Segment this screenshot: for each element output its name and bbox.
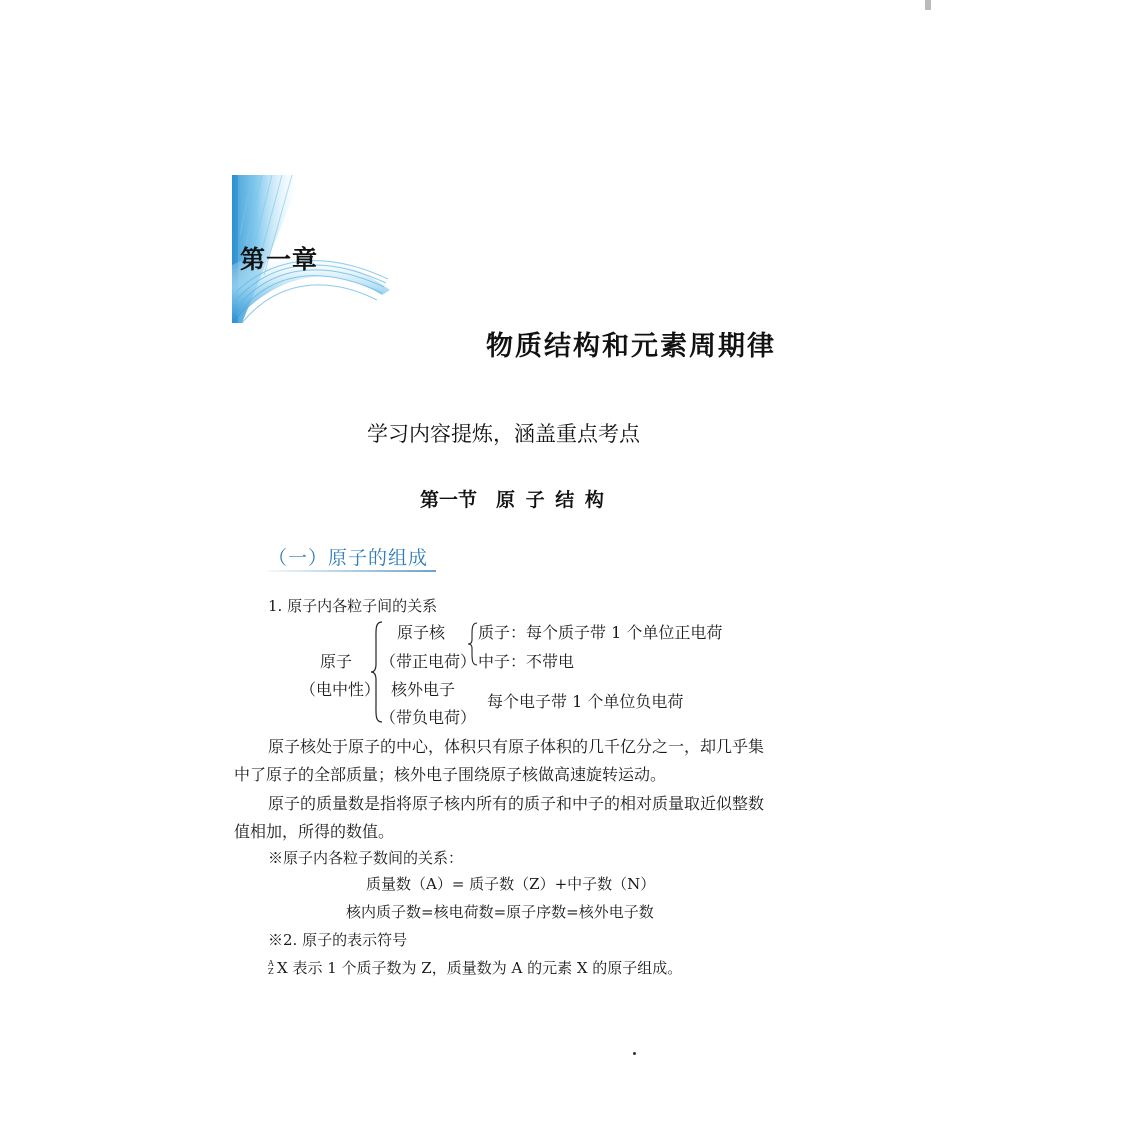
scan-speck	[633, 1052, 636, 1055]
nuclide-mass-superscript: A	[268, 959, 274, 968]
scan-mark	[925, 0, 931, 10]
diagram-atom-note: （电中性）	[300, 680, 381, 699]
section-subtitle: 学习内容提炼，涵盖重点考点	[367, 422, 640, 446]
formula-mass-number: 质量数（A）= 质子数（Z）+中子数（N）	[366, 875, 656, 893]
diagram-atom: 原子	[320, 652, 353, 671]
formula-proton-equalities: 核内质子数=核电荷数=原子序数=核外电子数	[346, 903, 654, 921]
paragraph-2-line-1: 原子的质量数是指将原子核内所有的质子和中子的相对质量取近似整数	[268, 794, 765, 813]
diagram-electrons: 核外电子	[391, 680, 456, 699]
paragraph-1-line-2: 中了原子的全部质量；核外电子围绕原子核做高速旋转运动。	[234, 765, 667, 784]
diagram-nucleus-note: （带正电荷）	[380, 652, 477, 671]
item-1-title: 1. 原子内各粒子间的关系	[268, 597, 438, 615]
section-title: 第一节 原 子 结 构	[420, 489, 604, 511]
subsection-underline	[268, 570, 436, 572]
diagram-nucleus: 原子核	[397, 623, 446, 642]
paragraph-1-line-1: 原子核处于原子的中心，体积只有原子体积的几千亿分之一，却几乎集	[268, 737, 765, 756]
relation-note: ※原子内各粒子数间的关系：	[268, 849, 464, 867]
chapter-title: 物质结构和元素周期律	[486, 331, 776, 362]
item-2-title: ※2. 原子的表示符号	[268, 931, 408, 949]
diagram-electrons-note: （带负电荷）	[380, 708, 477, 727]
nuclide-symbol-description: X 表示 1 个质子数为 Z，质量数为 A 的元素 X 的原子组成。	[277, 959, 683, 977]
paragraph-2-line-2: 值相加，所得的数值。	[234, 822, 395, 841]
chapter-label: 第一章	[240, 245, 319, 274]
diagram-proton: 质子：每个质子带 1 个单位正电荷	[478, 623, 723, 642]
subsection-heading: （一）原子的组成	[268, 547, 429, 569]
diagram-electron-charge: 每个电子带 1 个单位负电荷	[487, 692, 684, 711]
diagram-neutron: 中子：不带电	[478, 652, 575, 671]
nuclide-atomic-subscript: Z	[268, 967, 274, 976]
diagram-small-brace	[468, 621, 478, 667]
